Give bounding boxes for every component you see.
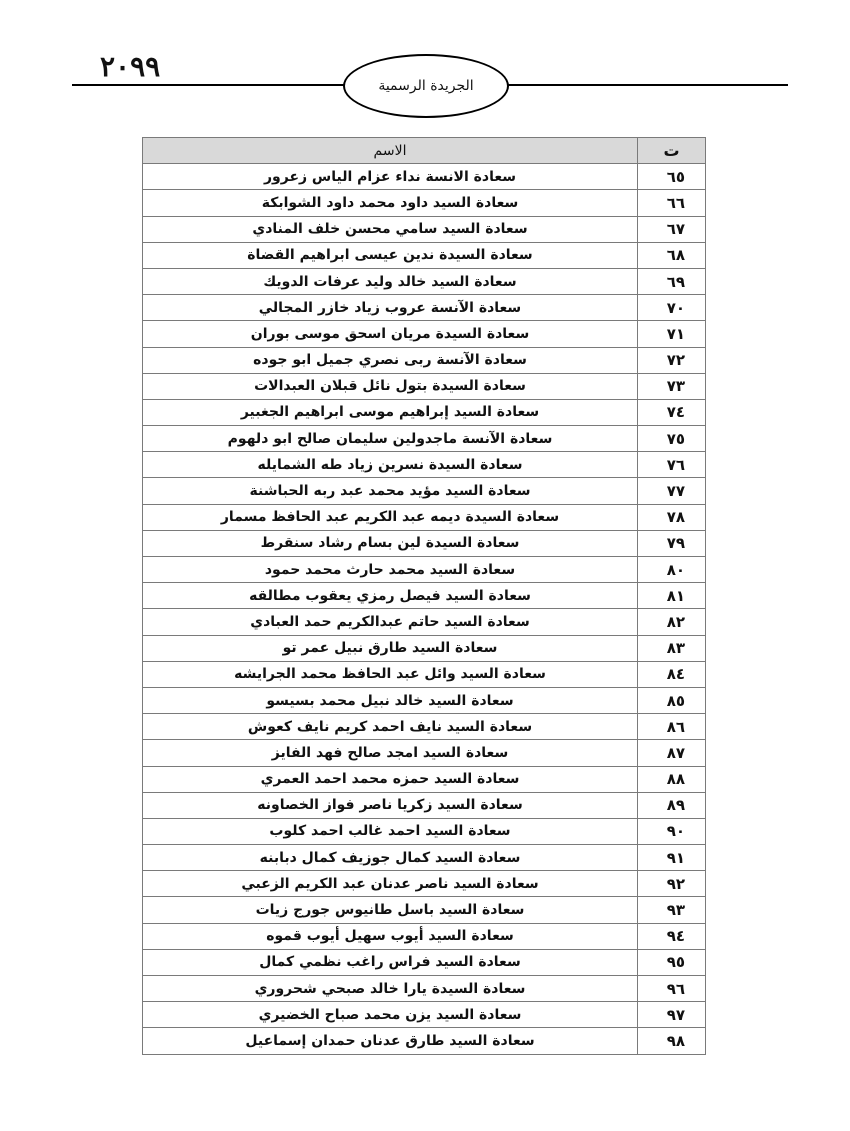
row-number: ٨١	[638, 583, 706, 609]
row-number: ٩٠	[638, 818, 706, 844]
row-name: سعادة السيدة بتول نائل قبلان العبدالات	[143, 373, 638, 399]
row-name: سعادة السيد نايف احمد كريم نايف كعوش	[143, 714, 638, 740]
column-header-name: الاسم	[143, 138, 638, 164]
row-number: ٩٧	[638, 1002, 706, 1028]
table-row	[143, 452, 706, 478]
row-name: سعادة السيد وائل عبد الحافظ محمد الجرايشه	[143, 661, 638, 687]
page-number: ٢٠٩٩	[100, 50, 161, 83]
row-name: سعادة السيدة ندين عيسى ابراهيم القضاة	[143, 242, 638, 268]
row-number: ٩١	[638, 845, 706, 871]
publication-title: الجريدة الرسمية	[378, 78, 474, 94]
row-number: ٨٩	[638, 792, 706, 818]
table-row	[143, 818, 706, 844]
row-name: سعادة السيد مؤيد محمد عبد ربه الحباشنة	[143, 478, 638, 504]
row-name: سعادة السيد امجد صالح فهد الفايز	[143, 740, 638, 766]
row-number: ٩٢	[638, 871, 706, 897]
table-row	[143, 871, 706, 897]
row-name: سعادة السيد كمال جوزيف كمال دبابنه	[143, 845, 638, 871]
row-number: ٧٤	[638, 399, 706, 425]
table-row	[143, 845, 706, 871]
publication-title-oval	[343, 54, 509, 118]
table-row	[143, 530, 706, 556]
row-name: سعادة السيد زكريا ناصر فواز الخصاونه	[143, 792, 638, 818]
row-number: ٩٣	[638, 897, 706, 923]
table-row	[143, 164, 706, 190]
row-number: ٧٠	[638, 295, 706, 321]
row-number: ٦٨	[638, 242, 706, 268]
table-row	[143, 399, 706, 425]
row-name: سعادة الآنسة ماجدولين سليمان صالح ابو دلهوم	[143, 426, 638, 452]
table-row	[143, 347, 706, 373]
row-number: ٨٠	[638, 557, 706, 583]
row-number: ٧٦	[638, 452, 706, 478]
table-row	[143, 557, 706, 583]
table-row	[143, 661, 706, 687]
row-number: ٦٩	[638, 268, 706, 294]
row-number: ٧٨	[638, 504, 706, 530]
row-number: ٨٦	[638, 714, 706, 740]
row-number: ٧٥	[638, 426, 706, 452]
table-row	[143, 216, 706, 242]
table-row	[143, 976, 706, 1002]
row-name: سعادة السيدة يارا خالد صبحي شحروري	[143, 976, 638, 1002]
table-row	[143, 897, 706, 923]
row-name: سعادة السيد حمزه محمد احمد العمري	[143, 766, 638, 792]
row-name: سعادة السيد طارق عدنان حمدان إسماعيل	[143, 1028, 638, 1054]
row-number: ٧٢	[638, 347, 706, 373]
row-name: سعادة السيد احمد غالب احمد كلوب	[143, 818, 638, 844]
row-name: سعادة الآنسة عروب زياد خازر المجالي	[143, 295, 638, 321]
row-name: سعادة السيد إبراهيم موسى ابراهيم الجغبير	[143, 399, 638, 425]
table-row	[143, 923, 706, 949]
row-number: ٦٦	[638, 190, 706, 216]
row-name: سعادة السيد فراس راغب نظمي كمال	[143, 949, 638, 975]
table-row	[143, 295, 706, 321]
table-row	[143, 242, 706, 268]
table-row	[143, 321, 706, 347]
row-number: ٦٧	[638, 216, 706, 242]
table-row	[143, 268, 706, 294]
row-name: سعادة السيد خالد نبيل محمد بسيسو	[143, 687, 638, 713]
table-row	[143, 714, 706, 740]
row-number: ٨٧	[638, 740, 706, 766]
table-row	[143, 687, 706, 713]
row-number: ٩٦	[638, 976, 706, 1002]
row-number: ٧٣	[638, 373, 706, 399]
row-name: سعادة السيدة ديمه عبد الكريم عبد الحافظ مسمار	[143, 504, 638, 530]
row-number: ٨٢	[638, 609, 706, 635]
table-row	[143, 1002, 706, 1028]
table-body	[143, 164, 706, 1054]
row-name: سعادة الانسة نداء عزام الياس زعرور	[143, 164, 638, 190]
table-row	[143, 635, 706, 661]
row-name: سعادة السيد طارق نبيل عمر تو	[143, 635, 638, 661]
row-number: ٨٨	[638, 766, 706, 792]
names-table	[142, 137, 706, 1055]
row-name: سعادة السيدة لين بسام رشاد سنقرط	[143, 530, 638, 556]
row-number: ٧٩	[638, 530, 706, 556]
table-row	[143, 1028, 706, 1054]
table-row	[143, 504, 706, 530]
column-header-number: ت	[638, 138, 706, 164]
row-name: سعادة السيد محمد حارث محمد حمود	[143, 557, 638, 583]
row-name: سعادة الآنسة ربى نصري جميل ابو جوده	[143, 347, 638, 373]
row-name: سعادة السيد سامي محسن خلف المنادي	[143, 216, 638, 242]
table-row	[143, 373, 706, 399]
row-name: سعادة السيد حاتم عبدالكريم حمد العبادي	[143, 609, 638, 635]
table-row	[143, 740, 706, 766]
table-row	[143, 426, 706, 452]
row-number: ٩٤	[638, 923, 706, 949]
row-number: ٧٧	[638, 478, 706, 504]
table-header-row	[143, 138, 706, 164]
row-name: سعادة السيد خالد وليد عرفات الدويك	[143, 268, 638, 294]
row-name: سعادة السيد داود محمد داود الشوابكة	[143, 190, 638, 216]
row-number: ٦٥	[638, 164, 706, 190]
row-number: ٩٨	[638, 1028, 706, 1054]
row-number: ٨٥	[638, 687, 706, 713]
row-number: ٩٥	[638, 949, 706, 975]
table-row	[143, 190, 706, 216]
row-number: ٧١	[638, 321, 706, 347]
row-name: سعادة السيد أيوب سهيل أيوب قموه	[143, 923, 638, 949]
row-number: ٨٤	[638, 661, 706, 687]
table-row	[143, 792, 706, 818]
row-name: سعادة السيد باسل طانيوس جورج زيات	[143, 897, 638, 923]
row-name: سعادة السيدة نسرين زياد طه الشمايله	[143, 452, 638, 478]
row-name: سعادة السيد ناصر عدنان عبد الكريم الزعبي	[143, 871, 638, 897]
row-number: ٨٣	[638, 635, 706, 661]
row-name: سعادة السيدة مريان اسحق موسى بوران	[143, 321, 638, 347]
table-row	[143, 766, 706, 792]
row-name: سعادة السيد يزن محمد صباح الخضيري	[143, 1002, 638, 1028]
table-row	[143, 478, 706, 504]
row-name: سعادة السيد فيصل رمزي يعقوب مطالقه	[143, 583, 638, 609]
table-row	[143, 609, 706, 635]
table-row	[143, 583, 706, 609]
table-row	[143, 949, 706, 975]
